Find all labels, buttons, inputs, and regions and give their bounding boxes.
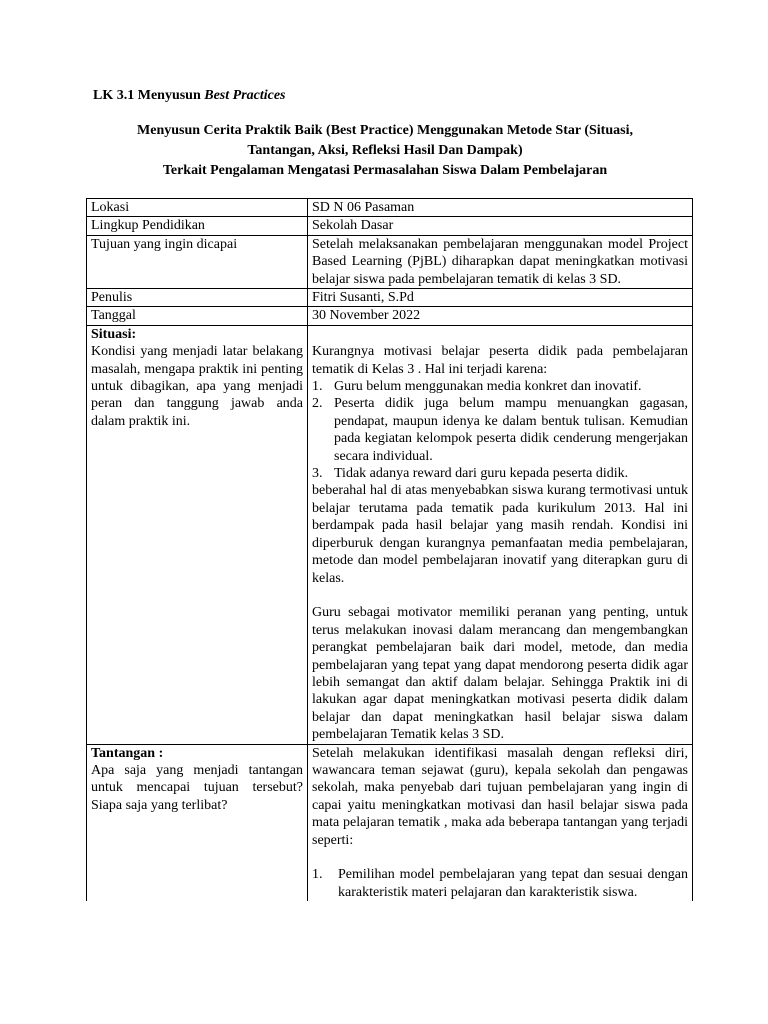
heading-line-2: Tantangan, Aksi, Refleksi Hasil Dan Dampak): [247, 143, 523, 158]
row-situasi: [87, 325, 693, 744]
value-penulis: Fitri Susanti, S.Pd: [308, 289, 693, 307]
document-heading: [80, 121, 690, 181]
situasi-description: Kondisi yang menjadi latar belakang masalah, mengapa praktik ini penting untuk dibagikan, apa yang menjadi peran dan tanggung jawab anda dalam praktik ini.: [91, 344, 303, 429]
spacer: [312, 587, 688, 604]
value-lokasi: SD N 06 Pasaman: [308, 199, 693, 217]
list-item-number: 3.: [312, 466, 323, 482]
heading-line-3: Terkait Pengalaman Mengatasi Permasalahan Siswa Dalam Pembelajaran: [162, 163, 608, 178]
situasi-cause-list: [312, 378, 688, 482]
row-lokasi: [87, 199, 693, 217]
list-item-number: 1.: [312, 379, 323, 395]
heading-line-1: Menyusun Cerita Praktik Baik (Best Practice) Menggunakan Metode Star (Situasi,: [137, 123, 633, 138]
list-item: [312, 866, 688, 901]
label-tanggal: Tanggal: [87, 307, 308, 325]
situasi-label-cell: [87, 325, 308, 744]
list-item: [312, 395, 688, 465]
list-item-number: 2.: [312, 396, 323, 412]
label-tujuan: Tujuan yang ingin dicapai: [87, 235, 308, 288]
worksheet-title-italic: Best Practices: [204, 88, 286, 103]
list-item-text: Guru belum menggunakan media konkret dan inovatif.: [334, 379, 642, 395]
list-item-text: Pemilihan model pembelajaran yang tepat dan sesuai dengan karakteristik materi pelajaran dan karakteristik siswa.: [338, 867, 688, 900]
label-penulis: Penulis: [87, 289, 308, 307]
tantangan-title: Tantangan :: [91, 745, 164, 761]
value-lingkup: Sekolah Dasar: [308, 217, 693, 235]
spacer: [312, 326, 688, 343]
tantangan-label-cell: [87, 744, 308, 901]
tantangan-content-cell: [308, 744, 693, 901]
value-tujuan: Setelah melaksanakan pembelajaran menggunakan model Project Based Learning (PjBL) diharapkan dapat meningkatkan motivasi belajar siswa pada pembelajaran tematik di kelas 3 SD.: [308, 235, 693, 288]
tantangan-description: Apa saja yang menjadi tantangan untuk mencapai tujuan tersebut? Siapa saja yang terlibat?: [91, 762, 303, 813]
row-tanggal: [87, 307, 693, 325]
worksheet-title-prefix: LK 3.1 Menyusun: [93, 88, 205, 103]
list-item-text: Tidak adanya reward dari guru kepada peserta didik.: [334, 466, 629, 482]
label-lingkup: Lingkup Pendidikan: [87, 217, 308, 235]
row-tujuan: [87, 235, 693, 288]
worksheet-title: [93, 88, 286, 104]
label-lokasi: Lokasi: [87, 199, 308, 217]
list-item-number: 1.: [312, 867, 323, 883]
situasi-paragraph-2: Guru sebagai motivator memiliki peranan yang penting, untuk terus melakukan inovasi dalam merancang dan mengembangkan perangkat pembelajaran baik dari model, metode, dan media pembelajaran yang tepat yang dapat mendorong peserta didik agar lebih semangat dan aktif dalam belajar. Sehingga Praktik ini di lakukan agar dapat meningkatkan motivasi peserta didik dalam belajar dan dapat meningkatkan hasil belajar siswa dalam pembelajaran Tematik kelas 3 SD.: [312, 605, 688, 743]
row-lingkup: [87, 217, 693, 235]
tantangan-paragraph-1: Setelah melakukan identifikasi masalah dengan refleksi diri, wawancara teman sejawat (guru), kepala sekolah dan pengawas sekolah, maka penyebab dari tujuan pembelajaran yang ingin di capai yaitu meningkatkan motivasi dan hasil belajar siswa pada mata pelajaran tematik , maka ada beberapa tantangan yang terjadi seperti:: [312, 745, 688, 848]
list-item: [312, 378, 688, 395]
situasi-content-cell: [308, 325, 693, 744]
list-item: [312, 465, 688, 482]
situasi-title: Situasi:: [91, 326, 137, 342]
value-tanggal: 30 November 2022: [308, 307, 693, 325]
tantangan-challenge-list: [312, 866, 688, 901]
row-tantangan: [87, 744, 693, 901]
best-practice-table: [86, 198, 693, 901]
situasi-paragraph-1: beberahal hal di atas menyebabkan siswa kurang termotivasi untuk belajar terutama pada tematik pada kurikulum 2013. Hal ini berdampak pada hasil belajar yang masih rendah. Kondisi ini diperburuk dengan kurangnya pemanfaatan media pembelajaran, metode dan model pembelajaran inovatif yang diterapkan guru di kelas.: [312, 483, 688, 586]
row-penulis: [87, 289, 693, 307]
list-item-text: Peserta didik juga belum mampu menuangkan gagasan, pendapat, maupun idenya ke dalam bentuk tulisan. Kemudian pada kegiatan kelompok peserta didik cenderung mengerjakan secara individual.: [334, 396, 688, 464]
situasi-intro: Kurangnya motivasi belajar peserta didik pada pembelajaran tematik di Kelas 3 . Hal ini terjadi karena:: [312, 344, 688, 377]
spacer: [312, 849, 688, 866]
